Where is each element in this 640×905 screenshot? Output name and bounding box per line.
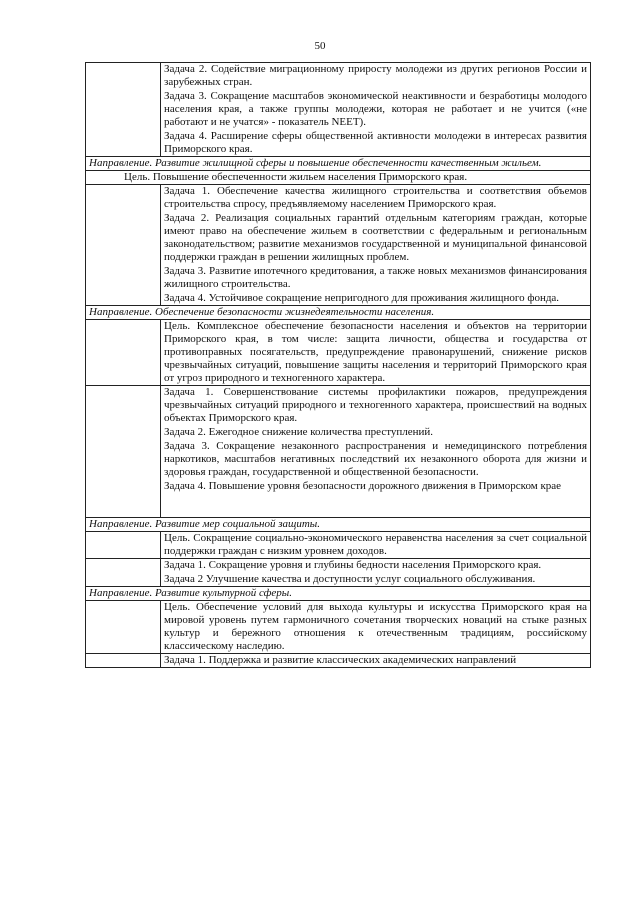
direction-culture: Направление. Развитие культурной сферы. xyxy=(86,587,591,601)
indent-cell xyxy=(86,654,161,668)
strategy-table xyxy=(85,62,591,668)
task-item: Задача 3. Развитие ипотечного кредитования, а также новых механизмов финансирования жилищного строительства. xyxy=(164,265,587,290)
goal-housing: Цель. Повышение обеспеченности жильем населения Приморского края. xyxy=(86,171,591,185)
direction-housing: Направление. Развитие жилищной сферы и повышение обеспеченности качественным жильем. xyxy=(86,157,591,171)
goal-row xyxy=(86,171,591,185)
task-item: Задача 1. Обеспечение качества жилищного строительства и соответствия объемов строительства спросу, предъявляемому населением Приморского края. xyxy=(164,185,587,210)
direction-social: Направление. Развитие мер социальной защиты. xyxy=(86,518,591,532)
task-item: Задача 2 Улучшение качества и доступности услуг социального обслуживания. xyxy=(164,573,536,585)
tasks-row xyxy=(86,63,591,157)
goal-row xyxy=(86,532,591,559)
task-item: Задача 3. Сокращение незаконного распространения и немедицинского потребления наркотиков, масштабов негативных последствий их незаконного оборота для жизни и здоровья граждан, государственной и общественной безопасности. xyxy=(164,440,587,478)
indent-cell xyxy=(86,559,161,587)
goal-row xyxy=(86,601,591,654)
indent-cell xyxy=(86,185,161,306)
indent-cell xyxy=(86,386,161,518)
task-item: Задача 1. Сокращение уровня и глубины бедности населения Приморского края. xyxy=(164,559,542,571)
goal-safety xyxy=(161,320,591,386)
goal-row xyxy=(86,320,591,386)
task-item: Задача 2. Содействие миграционному приросту молодежи из других регионов России и зарубежных стран. xyxy=(164,63,587,88)
goal-social xyxy=(161,532,591,559)
task-item: Задача 4. Повышение уровня безопасности дорожного движения в Приморском крае xyxy=(164,480,562,492)
tasks-cell xyxy=(161,559,591,587)
task-item: Задача 2. Реализация социальных гарантий отдельным категориям граждан, которые имеют право на обеспечение жильем в соответствии с федеральным и региональным законодательством; развитие механизмов государственной и муниципальной финансовой поддержки граждан в решении жилищных проблем. xyxy=(164,212,587,263)
task-item: Задача 4. Расширение сферы общественной активности молодежи в интересах развития Приморского края. xyxy=(164,130,587,155)
task-item: Задача 4. Устойчивое сокращение непригодного для проживания жилищного фонда. xyxy=(164,292,560,304)
tasks-row xyxy=(86,386,591,518)
tasks-cell xyxy=(161,63,591,157)
tasks-row xyxy=(86,185,591,306)
direction-row xyxy=(86,518,591,532)
goal-text: Цель. Сокращение социально-экономического неравенства населения за счет социальной поддержки граждан с низким уровнем доходов. xyxy=(164,532,587,557)
indent-cell xyxy=(86,320,161,386)
direction-row xyxy=(86,587,591,601)
task-item: Задача 1. Совершенствование системы профилактики пожаров, предупреждения чрезвычайных ситуаций природного и техногенного характера, происшествий на водных объектах Приморского края. xyxy=(164,386,587,424)
goal-text: Цель. Обеспечение условий для выхода культуры и искусства Приморского края на мировой уровень путем гармоничного сочетания творческих новаций на стыке разных культур и бережного отношения к отечественным традициям, российскому классическому наследию. xyxy=(164,601,587,652)
goal-culture xyxy=(161,601,591,654)
indent-cell xyxy=(86,601,161,654)
task-item: Задача 3. Сокращение масштабов экономической неактивности и безработицы молодого населения края, а также группы молодежи, которая не работает и не учится («не работают и не учатся» - показатель NEET). xyxy=(164,90,587,128)
goal-text: Цель. Комплексное обеспечение безопасности населения и объектов на территории Приморского края, в том числе: защита личности, общества и государства от противоправных посягательств, предупреждение правонарушений, снижение рисков чрезвычайных ситуаций, повышение защиты населения и территорий Приморского края от угроз природного и техногенного характера. xyxy=(164,320,587,384)
tasks-row xyxy=(86,654,591,668)
direction-row xyxy=(86,306,591,320)
page-number: 50 xyxy=(314,40,326,52)
direction-safety: Направление. Обеспечение безопасности жизнедеятельности населения. xyxy=(86,306,591,320)
task-item: Задача 2. Ежегодное снижение количества преступлений. xyxy=(164,426,434,438)
indent-cell xyxy=(86,63,161,157)
tasks-cell xyxy=(161,654,591,668)
direction-row xyxy=(86,157,591,171)
tasks-cell xyxy=(161,386,591,518)
tasks-row xyxy=(86,559,591,587)
indent-cell xyxy=(86,532,161,559)
task-item: Задача 1. Поддержка и развитие классических академических направлений xyxy=(164,654,517,666)
tasks-cell xyxy=(161,185,591,306)
